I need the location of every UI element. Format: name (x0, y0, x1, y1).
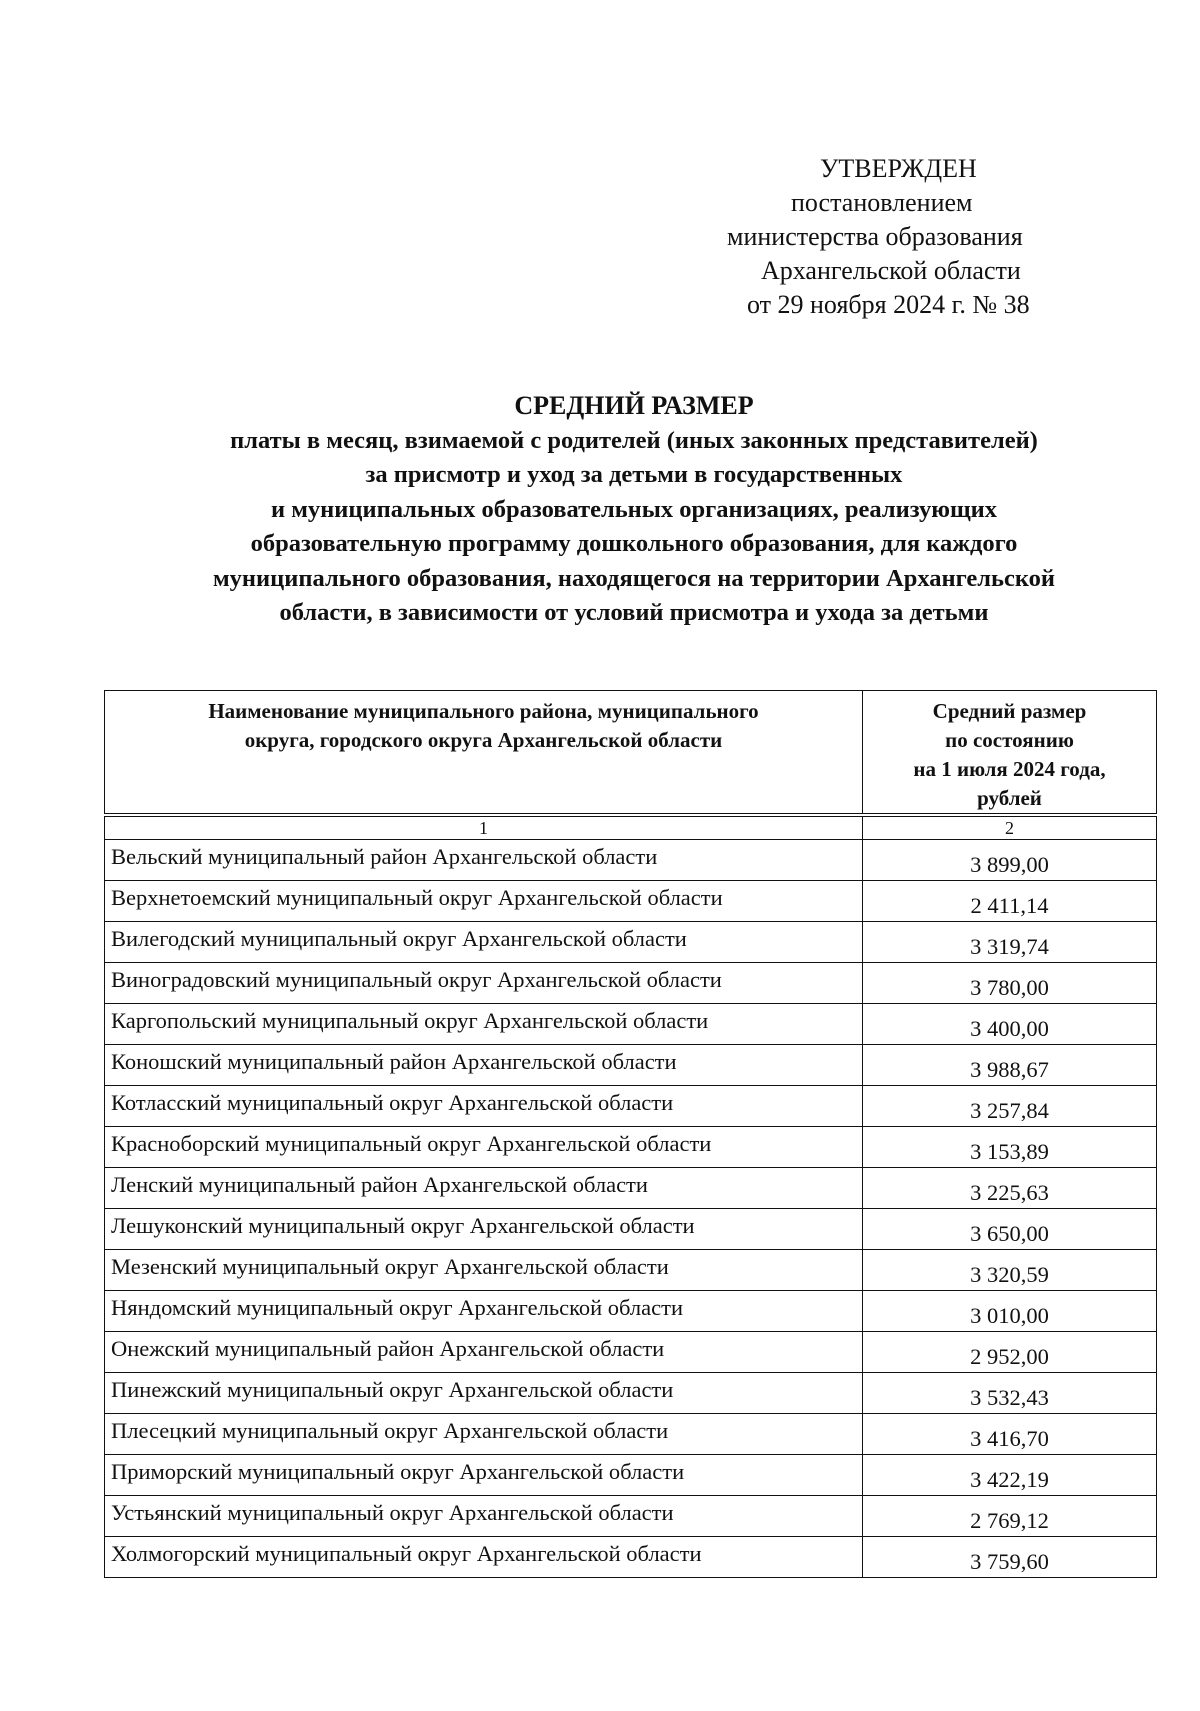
table-row (105, 1455, 1157, 1496)
municipality-name: Ленский муниципальный район Архангельской области (105, 1168, 863, 1209)
title-main: СРЕДНИЙ РАЗМЕР (514, 391, 754, 420)
table-row (105, 1045, 1157, 1086)
average-fee-value: 3 257,84 (863, 1086, 1157, 1127)
average-fee-value: 3 988,67 (863, 1045, 1157, 1086)
average-fee-value: 2 952,00 (863, 1332, 1157, 1373)
municipality-name: Устьянский муниципальный округ Архангельской области (105, 1496, 863, 1537)
table-row (105, 881, 1157, 922)
table-row (105, 1250, 1157, 1291)
table-row (105, 1209, 1157, 1250)
average-fee-value: 3 320,59 (863, 1250, 1157, 1291)
municipality-name: Красноборский муниципальный округ Архангельской области (105, 1127, 863, 1168)
table-row (105, 1086, 1157, 1127)
approval-line: министерства образования (727, 222, 1023, 251)
approval-date-number: от 29 ноября 2024 г. № 38 (747, 290, 1030, 319)
title-line: области, в зависимости от условий присмотра и ухода за детьми (279, 599, 989, 626)
average-fee-value: 2 769,12 (863, 1496, 1157, 1537)
header-line: Средний размер (932, 699, 1087, 723)
average-fee-value: 3 400,00 (863, 1004, 1157, 1045)
column-number-row (105, 815, 1157, 840)
title-line: и муниципальных образовательных организациях, реализующих (270, 495, 998, 523)
title-line: за присмотр и уход за детьми в государственных (365, 461, 903, 488)
table-row (105, 1168, 1157, 1209)
table-row (105, 1004, 1157, 1045)
average-fee-value: 3 759,60 (863, 1537, 1157, 1578)
average-fee-value: 2 411,14 (863, 881, 1157, 922)
table-row (105, 1332, 1157, 1373)
average-fee-value: 3 532,43 (863, 1373, 1157, 1414)
approval-line: постановлением (791, 188, 973, 217)
table-row (105, 1537, 1157, 1578)
municipality-name: Котласский муниципальный округ Архангельской области (105, 1086, 863, 1127)
municipality-name: Пинежский муниципальный округ Архангельской области (105, 1373, 863, 1414)
municipality-name: Каргопольский муниципальный округ Архангельской области (105, 1004, 863, 1045)
title-line: муниципального образования, находящегося на территории Архангельской (212, 564, 1056, 592)
table-row (105, 1373, 1157, 1414)
approval-line: Архангельской области (761, 256, 1021, 285)
municipality-name: Онежский муниципальный район Архангельской области (105, 1332, 863, 1373)
header-line: на 1 июля 2024 года, (913, 757, 1106, 781)
average-fee-value: 3 010,00 (863, 1291, 1157, 1332)
municipality-name: Вилегодский муниципальный округ Архангельской области (105, 922, 863, 963)
table-row (105, 1291, 1157, 1332)
municipality-name: Верхнетоемский муниципальный округ Архангельской области (105, 881, 863, 922)
table-header-row (105, 691, 1157, 816)
table-row (105, 1414, 1157, 1455)
table-row (105, 1496, 1157, 1537)
municipality-name: Вельский муниципальный район Архангельской области (105, 840, 863, 881)
municipality-name: Няндомский муниципальный округ Архангельской области (105, 1291, 863, 1332)
average-fee-value: 3 153,89 (863, 1127, 1157, 1168)
header-municipality (105, 691, 863, 816)
municipality-name: Лешуконский муниципальный округ Архангельской области (105, 1209, 863, 1250)
municipality-name: Коношский муниципальный район Архангельской области (105, 1045, 863, 1086)
municipality-name: Плесецкий муниципальный округ Архангельской области (105, 1414, 863, 1455)
fees-table-container (104, 690, 1156, 1578)
title-line: платы в месяц, взимаемой с родителей (иных законных представителей) (230, 426, 1038, 454)
column-number: 2 (863, 815, 1157, 840)
approval-block (700, 152, 1130, 322)
average-fee-value: 3 319,74 (863, 922, 1157, 963)
header-line: рублей (977, 786, 1042, 810)
average-fee-value: 3 422,19 (863, 1455, 1157, 1496)
average-fee-value: 3 899,00 (863, 840, 1157, 881)
column-number: 1 (105, 815, 863, 840)
municipality-name: Виноградовский муниципальный округ Архангельской области (105, 963, 863, 1004)
average-fee-value: 3 780,00 (863, 963, 1157, 1004)
table-row (105, 1127, 1157, 1168)
table-row (105, 963, 1157, 1004)
table-row (105, 840, 1157, 881)
fees-table (104, 690, 1157, 1578)
municipality-name: Приморский муниципальный округ Архангельской области (105, 1455, 863, 1496)
average-fee-value: 3 225,63 (863, 1168, 1157, 1209)
title-line: образовательную программу дошкольного образования, для каждого (250, 530, 1018, 557)
header-line: по состоянию (945, 728, 1074, 752)
municipality-name: Холмогорский муниципальный округ Архангельской области (105, 1537, 863, 1578)
header-line: округа, городского округа Архангельской области (244, 728, 723, 752)
average-fee-value: 3 650,00 (863, 1209, 1157, 1250)
document-title (100, 389, 1168, 631)
approval-heading: УТВЕРЖДЕН (820, 154, 977, 183)
header-line: Наименование муниципального района, муниципального (208, 699, 759, 723)
average-fee-value: 3 416,70 (863, 1414, 1157, 1455)
municipality-name: Мезенский муниципальный округ Архангельской области (105, 1250, 863, 1291)
table-row (105, 922, 1157, 963)
header-average-fee (863, 691, 1157, 816)
